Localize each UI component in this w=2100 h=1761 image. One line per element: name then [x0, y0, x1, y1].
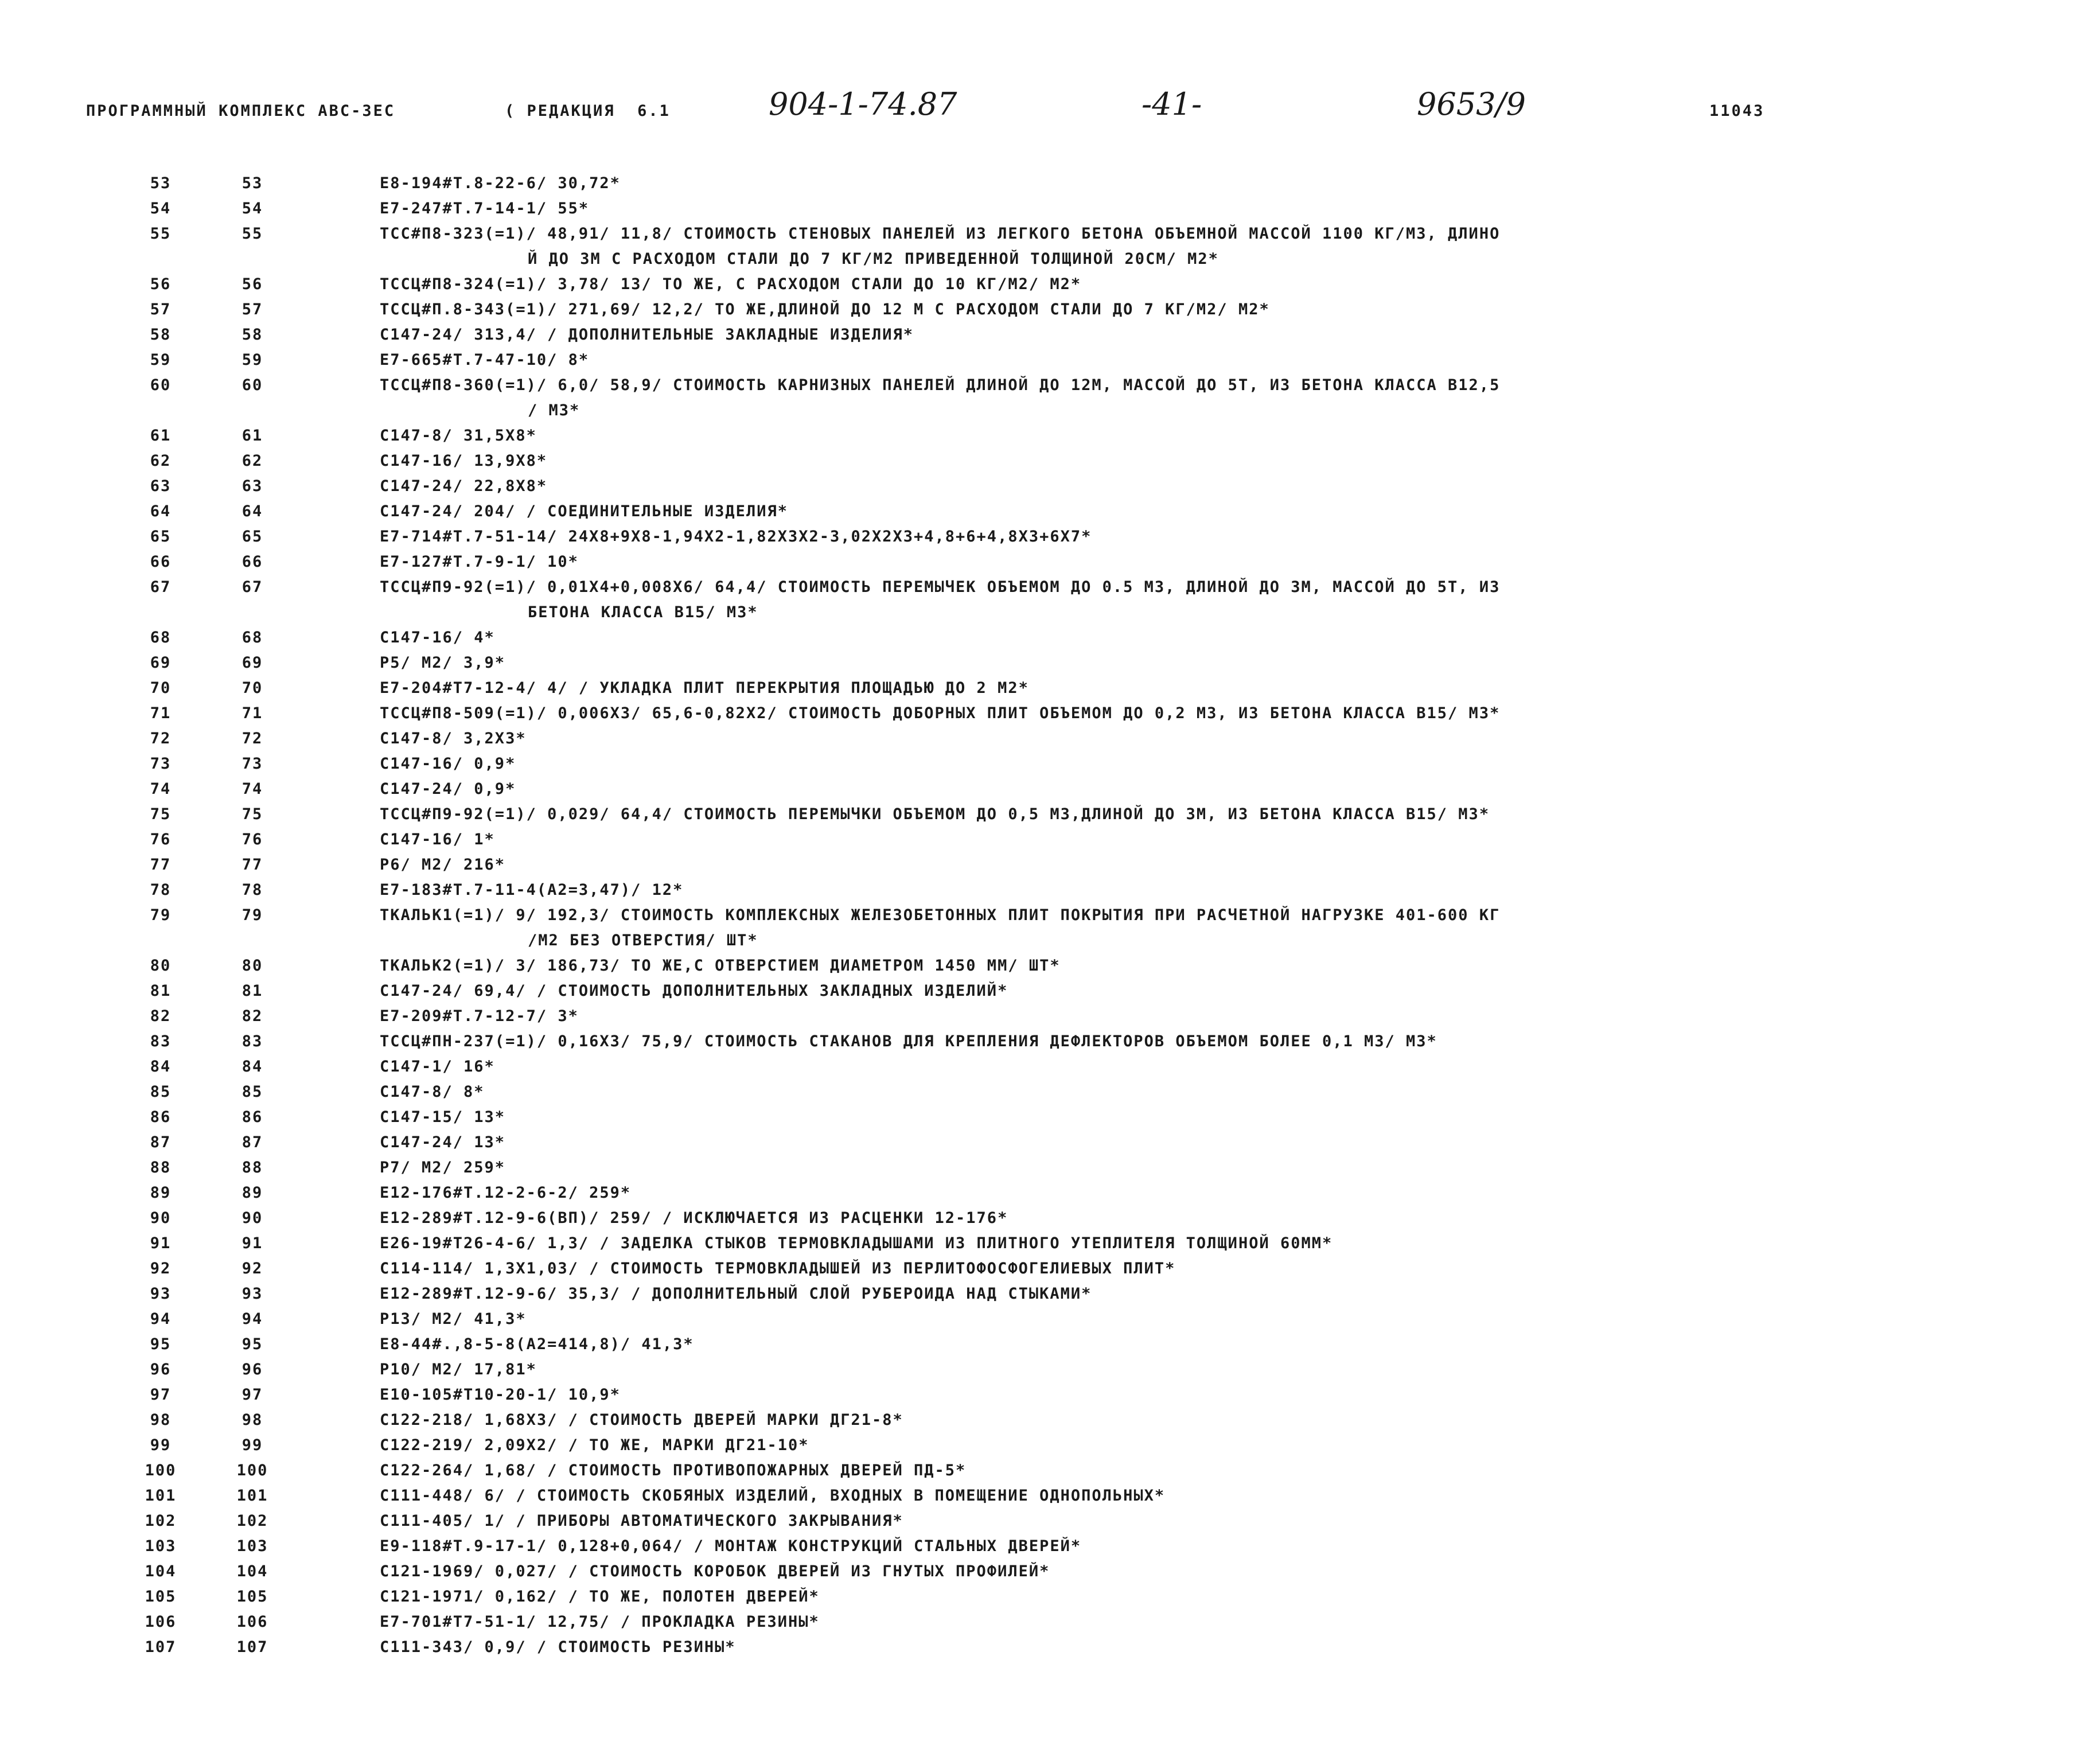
statement-text: C147-16/ 13,9X8* [380, 452, 548, 470]
statement-text: C122-264/ 1,68/ / СТОИМОСТЬ ПРОТИВОПОЖАРНЫХ ДВЕРЕЙ ПД-5* [380, 1462, 967, 1479]
statement-text: TCCЦ#П9-92(=1)/ 0,01X4+0,008X6/ 64,4/ СТОИМОСТЬ ПЕРЕМЫЧЕК ОБЪЕМОМ ДО 0.5 М3, ДЛИНОЙ ДО 3М, МАССОЙ ДО 5Т, ИЗ [380, 578, 1501, 596]
statement-number: 92 [241, 1260, 263, 1277]
statement-number: 59 [241, 351, 263, 369]
statement-text: P13/ M2/ 41,3* [380, 1310, 527, 1328]
line-number: 104 [145, 1563, 177, 1580]
listing-row [0, 322, 2100, 348]
line-number: 69 [150, 654, 172, 672]
statement-number: 62 [241, 452, 263, 470]
listing-row [0, 777, 2100, 802]
statement-continuation: /М2 БЕЗ ОТВЕРСТИЯ/ ШТ* [528, 932, 758, 949]
statement-text: TCCЦ#П8-509(=1)/ 0,006X3/ 65,6-0,82X2/ СТОИМОСТЬ ДОБОРНЫХ ПЛИТ ОБЪЕМОМ ДО 0,2 М3, ИЗ БЕТОНА КЛАССА В15/ М3* [380, 704, 1501, 722]
line-number: 75 [150, 805, 172, 823]
doc-code: 904-1-74.87 [769, 86, 957, 122]
listing-row [0, 524, 2100, 550]
line-number: 70 [150, 679, 172, 697]
statement-number: 82 [241, 1007, 263, 1025]
page-header [0, 86, 2100, 126]
page-marker: -41- [1141, 86, 1202, 122]
statement-number: 71 [241, 704, 263, 722]
line-number: 65 [150, 528, 172, 546]
statement-text: E7-247#T.7-14-1/ 55* [380, 200, 590, 217]
statement-number: 94 [241, 1310, 263, 1328]
statement-text: TCCЦ#П8-360(=1)/ 6,0/ 58,9/ СТОИМОСТЬ КАРНИЗНЫХ ПАНЕЛЕЙ ДЛИНОЙ ДО 12М, МАССОЙ ДО 5Т, ИЗ БЕТОНА КЛАССА В12,5 [380, 376, 1501, 394]
listing-row [0, 297, 2100, 322]
statement-text: C147-15/ 13* [380, 1108, 506, 1126]
statement-number: 69 [241, 654, 263, 672]
listing-row [0, 979, 2100, 1004]
line-number: 90 [150, 1209, 172, 1227]
statement-number: 91 [241, 1234, 263, 1252]
statement-number: 95 [241, 1335, 263, 1353]
statement-number: 77 [241, 856, 263, 874]
statement-text: E12-176#T.12-2-6-2/ 259* [380, 1184, 632, 1202]
listing-row [0, 1458, 2100, 1483]
statement-text: C121-1969/ 0,027/ / СТОИМОСТЬ КОРОБОК ДВЕРЕЙ ИЗ ГНУТЫХ ПРОФИЛЕЙ* [380, 1563, 1050, 1580]
statement-text: E12-289#T.12-9-6/ 35,3/ / ДОПОЛНИТЕЛЬНЫЙ СЛОЙ РУБЕРОИДА НАД СТЫКАМИ* [380, 1285, 1092, 1303]
statement-number: 80 [241, 957, 263, 975]
listing-row [0, 1610, 2100, 1635]
listing-row [0, 1534, 2100, 1559]
statement-number: 84 [241, 1058, 263, 1076]
listing-row [0, 499, 2100, 524]
statement-text: C147-24/ 204/ / СОЕДИНИТЕЛЬНЫЕ ИЗДЕЛИЯ* [380, 502, 788, 520]
listing-row [0, 1029, 2100, 1054]
listing-row [0, 575, 2100, 625]
listing-row [0, 221, 2100, 272]
listing-row [0, 878, 2100, 903]
listing-row [0, 726, 2100, 751]
statement-continuation: БЕТОНА КЛАССА В15/ М3* [528, 603, 758, 621]
statement-text: C147-8/ 3,2X3* [380, 730, 527, 747]
listing-row [0, 1105, 2100, 1130]
line-number: 66 [150, 553, 172, 571]
line-number: 57 [150, 301, 172, 318]
line-number: 88 [150, 1159, 172, 1176]
line-number: 80 [150, 957, 172, 975]
line-number: 84 [150, 1058, 172, 1076]
line-number: 99 [150, 1436, 172, 1454]
statement-text: C111-448/ 6/ / СТОИМОСТЬ СКОБЯНЫХ ИЗДЕЛИЙ, ВХОДНЫХ В ПОМЕЩЕНИЕ ОДНОПОЛЬНЫХ* [380, 1487, 1166, 1505]
statement-text: C122-219/ 2,09X2/ / ТО ЖЕ, МАРКИ ДГ21-10* [380, 1436, 809, 1454]
statement-number: 57 [241, 301, 263, 318]
listing-row [0, 1004, 2100, 1029]
listing-row [0, 1206, 2100, 1231]
statement-text: TКАЛЬК1(=1)/ 9/ 192,3/ СТОИМОСТЬ КОМПЛЕКСНЫХ ЖЕЛЕЗОБЕТОННЫХ ПЛИТ ПОКРЫТИЯ ПРИ РАСЧЕТНОЙ НАГРУЗКЕ 401-600 КГ [380, 906, 1501, 924]
listing-row [0, 1559, 2100, 1584]
listing-row [0, 676, 2100, 701]
statement-number: 85 [241, 1083, 263, 1101]
listing-row [0, 827, 2100, 852]
line-number: 53 [150, 174, 172, 192]
statement-number: 88 [241, 1159, 263, 1176]
statement-text: C147-24/ 313,4/ / ДОПОЛНИТЕЛЬНЫЕ ЗАКЛАДНЫЕ ИЗДЕЛИЯ* [380, 326, 914, 344]
statement-text: E7-204#T7-12-4/ 4/ / УКЛАДКА ПЛИТ ПЕРЕКРЫТИЯ ПЛОЩАДЬЮ ДО 2 М2* [380, 679, 1029, 697]
statement-number: 103 [236, 1537, 268, 1555]
statement-number: 75 [241, 805, 263, 823]
line-number: 63 [150, 477, 172, 495]
listing-row [0, 1332, 2100, 1357]
statement-number: 86 [241, 1108, 263, 1126]
line-number: 93 [150, 1285, 172, 1303]
statement-text: C111-405/ 1/ / ПРИБОРЫ АВТОМАТИЧЕСКОГО ЗАКРЫВАНИЯ* [380, 1512, 903, 1530]
line-number: 67 [150, 578, 172, 596]
statement-number: 53 [241, 174, 263, 192]
statement-text: C121-1971/ 0,162/ / ТО ЖЕ, ПОЛОТЕН ДВЕРЕЙ* [380, 1588, 820, 1606]
listing-row [0, 903, 2100, 953]
line-number: 86 [150, 1108, 172, 1126]
statement-number: 79 [241, 906, 263, 924]
statement-text: E7-714#T.7-51-14/ 24X8+9X8-1,94X2-1,82X3X2-3,02X2X3+4,8+6+4,8X3+6X7* [380, 528, 1092, 546]
line-number: 68 [150, 629, 172, 646]
statement-text: TКАЛЬК2(=1)/ 3/ 186,73/ ТО ЖЕ,С ОТВЕРСТИЕМ ДИАМЕТРОМ 1450 ММ/ ШТ* [380, 957, 1061, 975]
line-number: 61 [150, 427, 172, 445]
line-number: 58 [150, 326, 172, 344]
statement-text: TCCЦ#П8-324(=1)/ 3,78/ 13/ ТО ЖЕ, С РАСХОДОМ СТАЛИ ДО 10 КГ/М2/ М2* [380, 275, 1082, 293]
line-number: 60 [150, 376, 172, 394]
statement-number: 66 [241, 553, 263, 571]
statement-text: E9-118#T.9-17-1/ 0,128+0,064/ / МОНТАЖ КОНСТРУКЦИЙ СТАЛЬНЫХ ДВЕРЕЙ* [380, 1537, 1082, 1555]
statement-text: E12-289#T.12-9-6(ВП)/ 259/ / ИСКЛЮЧАЕТСЯ ИЗ РАСЦЕНКИ 12-176* [380, 1209, 1008, 1227]
statement-text: TCC#П8-323(=1)/ 48,91/ 11,8/ СТОИМОСТЬ СТЕНОВЫХ ПАНЕЛЕЙ ИЗ ЛЕГКОГО БЕТОНА ОБЪЕМНОЙ МАССОЙ 1100 КГ/М3, ДЛИНО [380, 225, 1501, 243]
listing-row [0, 650, 2100, 676]
statement-continuation: Й ДО 3М С РАСХОДОМ СТАЛИ ДО 7 КГ/М2 ПРИВЕДЕННОЙ ТОЛЩИНОЙ 20СМ/ М2* [528, 250, 1219, 268]
listing-row [0, 1181, 2100, 1206]
listing-row [0, 1433, 2100, 1458]
line-number: 71 [150, 704, 172, 722]
line-number: 83 [150, 1033, 172, 1050]
statement-number: 56 [241, 275, 263, 293]
listing-row [0, 1130, 2100, 1155]
line-number: 55 [150, 225, 172, 243]
listing-row [0, 1080, 2100, 1105]
statement-text: E10-105#T10-20-1/ 10,9* [380, 1386, 621, 1404]
line-number: 103 [145, 1537, 177, 1555]
listing-row [0, 449, 2100, 474]
listing-row [0, 423, 2100, 449]
listing-row [0, 1382, 2100, 1408]
statement-number: 55 [241, 225, 263, 243]
listing-row [0, 1584, 2100, 1610]
statement-number: 83 [241, 1033, 263, 1050]
line-number: 54 [150, 200, 172, 217]
listing-row [0, 171, 2100, 196]
line-number: 74 [150, 780, 172, 798]
listing-row [0, 1357, 2100, 1382]
statement-text: E8-194#T.8-22-6/ 30,72* [380, 174, 621, 192]
statement-number: 93 [241, 1285, 263, 1303]
statement-text: E7-701#T7-51-1/ 12,75/ / ПРОКЛАДКА РЕЗИНЫ* [380, 1613, 820, 1631]
listing-row [0, 802, 2100, 827]
line-number: 72 [150, 730, 172, 747]
job-number: 11043 [1709, 102, 1765, 120]
statement-number: 98 [241, 1411, 263, 1429]
edition-label: ( РЕДАКЦИЯ 6.1 [505, 102, 671, 120]
statement-number: 74 [241, 780, 263, 798]
listing-row [0, 348, 2100, 373]
line-number: 77 [150, 856, 172, 874]
listing-row [0, 1054, 2100, 1080]
line-number: 105 [145, 1588, 177, 1606]
statement-text: C147-8/ 8* [380, 1083, 485, 1101]
listing-row [0, 196, 2100, 221]
listing-row [0, 1509, 2100, 1534]
program-title: ПРОГРАММНЫЙ КОМПЛЕКС АВС-3ЕС [86, 102, 396, 120]
statement-number: 106 [236, 1613, 268, 1631]
statement-number: 107 [236, 1638, 268, 1656]
statement-text: C147-24/ 0,9* [380, 780, 516, 798]
listing-row [0, 1307, 2100, 1332]
statement-number: 99 [241, 1436, 263, 1454]
statement-text: E8-44#.,8-5-8(A2=414,8)/ 41,3* [380, 1335, 694, 1353]
line-number: 94 [150, 1310, 172, 1328]
statement-text: C147-16/ 4* [380, 629, 495, 646]
statement-text: P6/ M2/ 216* [380, 856, 506, 874]
listing-row [0, 1256, 2100, 1281]
statement-number: 73 [241, 755, 263, 773]
statement-number: 76 [241, 831, 263, 848]
statement-text: C147-24/ 13* [380, 1133, 506, 1151]
line-number: 56 [150, 275, 172, 293]
statement-number: 102 [236, 1512, 268, 1530]
statement-number: 101 [236, 1487, 268, 1505]
statement-number: 67 [241, 578, 263, 596]
statement-number: 87 [241, 1133, 263, 1151]
listing-row [0, 1408, 2100, 1433]
statement-number: 97 [241, 1386, 263, 1404]
line-number: 73 [150, 755, 172, 773]
statement-text: TCCЦ#П.8-343(=1)/ 271,69/ 12,2/ ТО ЖЕ,ДЛИНОЙ ДО 12 М С РАСХОДОМ СТАЛИ ДО 7 КГ/М2/ М2* [380, 301, 1270, 318]
listing-row [0, 1635, 2100, 1660]
statement-text: TCCЦ#ПН-237(=1)/ 0,16X3/ 75,9/ СТОИМОСТЬ СТАКАНОВ ДЛЯ КРЕПЛЕНИЯ ДЕФЛЕКТОРОВ ОБЪЕМОМ БОЛЕЕ 0,1 М3/ М3* [380, 1033, 1437, 1050]
line-number: 91 [150, 1234, 172, 1252]
statement-continuation: / М3* [528, 402, 580, 419]
line-number: 64 [150, 502, 172, 520]
line-number: 79 [150, 906, 172, 924]
statement-text: C114-114/ 1,3X1,03/ / СТОИМОСТЬ ТЕРМОВКЛАДЫШЕЙ ИЗ ПЕРЛИТОФОСФОГЕЛИЕВЫХ ПЛИТ* [380, 1260, 1176, 1277]
statement-text: C147-16/ 0,9* [380, 755, 516, 773]
statement-number: 60 [241, 376, 263, 394]
statement-text: E7-183#T.7-11-4(A2=3,47)/ 12* [380, 881, 684, 899]
listing-row [0, 474, 2100, 499]
statement-text: E7-127#T.7-9-1/ 10* [380, 553, 579, 571]
statement-text: C147-16/ 1* [380, 831, 495, 848]
line-number: 85 [150, 1083, 172, 1101]
line-number: 78 [150, 881, 172, 899]
statement-text: C147-24/ 22,8X8* [380, 477, 548, 495]
statement-number: 54 [241, 200, 263, 217]
statement-text: C147-8/ 31,5X8* [380, 427, 537, 445]
line-number: 82 [150, 1007, 172, 1025]
statement-text: C111-343/ 0,9/ / СТОИМОСТЬ РЕЗИНЫ* [380, 1638, 736, 1656]
statement-number: 78 [241, 881, 263, 899]
statement-text: P10/ M2/ 17,81* [380, 1361, 537, 1378]
line-number: 98 [150, 1411, 172, 1429]
line-number: 95 [150, 1335, 172, 1353]
statement-text: C147-24/ 69,4/ / СТОИМОСТЬ ДОПОЛНИТЕЛЬНЫХ ЗАКЛАДНЫХ ИЗДЕЛИЙ* [380, 982, 1008, 1000]
statement-number: 58 [241, 326, 263, 344]
statement-text: P7/ M2/ 259* [380, 1159, 506, 1176]
listing-row [0, 701, 2100, 726]
listing-row [0, 1281, 2100, 1307]
line-number: 76 [150, 831, 172, 848]
line-number: 59 [150, 351, 172, 369]
line-number: 107 [145, 1638, 177, 1656]
statement-number: 81 [241, 982, 263, 1000]
listing-row [0, 1231, 2100, 1256]
statement-text: C122-218/ 1,68X3/ / СТОИМОСТЬ ДВЕРЕЙ МАРКИ ДГ21-8* [380, 1411, 903, 1429]
statement-text: E26-19#T26-4-6/ 1,3/ / ЗАДЕЛКА СТЫКОВ ТЕРМОВКЛАДЫШАМИ ИЗ ПЛИТНОГО УТЕПЛИТЕЛЯ ТОЛЩИНОЙ 60ММ* [380, 1234, 1333, 1252]
statement-number: 70 [241, 679, 263, 697]
listing-row [0, 1155, 2100, 1181]
statement-number: 72 [241, 730, 263, 747]
listing-row [0, 953, 2100, 979]
statement-text: TCCЦ#П9-92(=1)/ 0,029/ 64,4/ СТОИМОСТЬ ПЕРЕМЫЧКИ ОБЪЕМОМ ДО 0,5 М3,ДЛИНОЙ ДО 3М, ИЗ БЕТОНА КЛАССА В15/ М3* [380, 805, 1490, 823]
listing-row [0, 1483, 2100, 1509]
statement-text: E7-665#T.7-47-10/ 8* [380, 351, 590, 369]
line-number: 62 [150, 452, 172, 470]
statement-number: 104 [236, 1563, 268, 1580]
sheet-number: 9653/9 [1417, 86, 1526, 122]
listing-row [0, 625, 2100, 650]
statement-number: 90 [241, 1209, 263, 1227]
listing-row [0, 373, 2100, 423]
listing-row [0, 272, 2100, 297]
line-number: 96 [150, 1361, 172, 1378]
statement-number: 64 [241, 502, 263, 520]
listing-row [0, 852, 2100, 878]
statement-number: 96 [241, 1361, 263, 1378]
statement-number: 105 [236, 1588, 268, 1606]
line-number: 87 [150, 1133, 172, 1151]
line-number: 100 [145, 1462, 177, 1479]
line-number: 92 [150, 1260, 172, 1277]
statement-text: P5/ M2/ 3,9* [380, 654, 506, 672]
line-number: 106 [145, 1613, 177, 1631]
listing [0, 171, 2100, 1660]
statement-number: 100 [236, 1462, 268, 1479]
line-number: 101 [145, 1487, 177, 1505]
line-number: 81 [150, 982, 172, 1000]
line-number: 89 [150, 1184, 172, 1202]
statement-number: 68 [241, 629, 263, 646]
listing-row [0, 550, 2100, 575]
statement-number: 63 [241, 477, 263, 495]
statement-text: C147-1/ 16* [380, 1058, 495, 1076]
statement-number: 61 [241, 427, 263, 445]
statement-number: 89 [241, 1184, 263, 1202]
statement-text: E7-209#T.7-12-7/ 3* [380, 1007, 579, 1025]
statement-number: 65 [241, 528, 263, 546]
listing-row [0, 751, 2100, 777]
line-number: 102 [145, 1512, 177, 1530]
line-number: 97 [150, 1386, 172, 1404]
